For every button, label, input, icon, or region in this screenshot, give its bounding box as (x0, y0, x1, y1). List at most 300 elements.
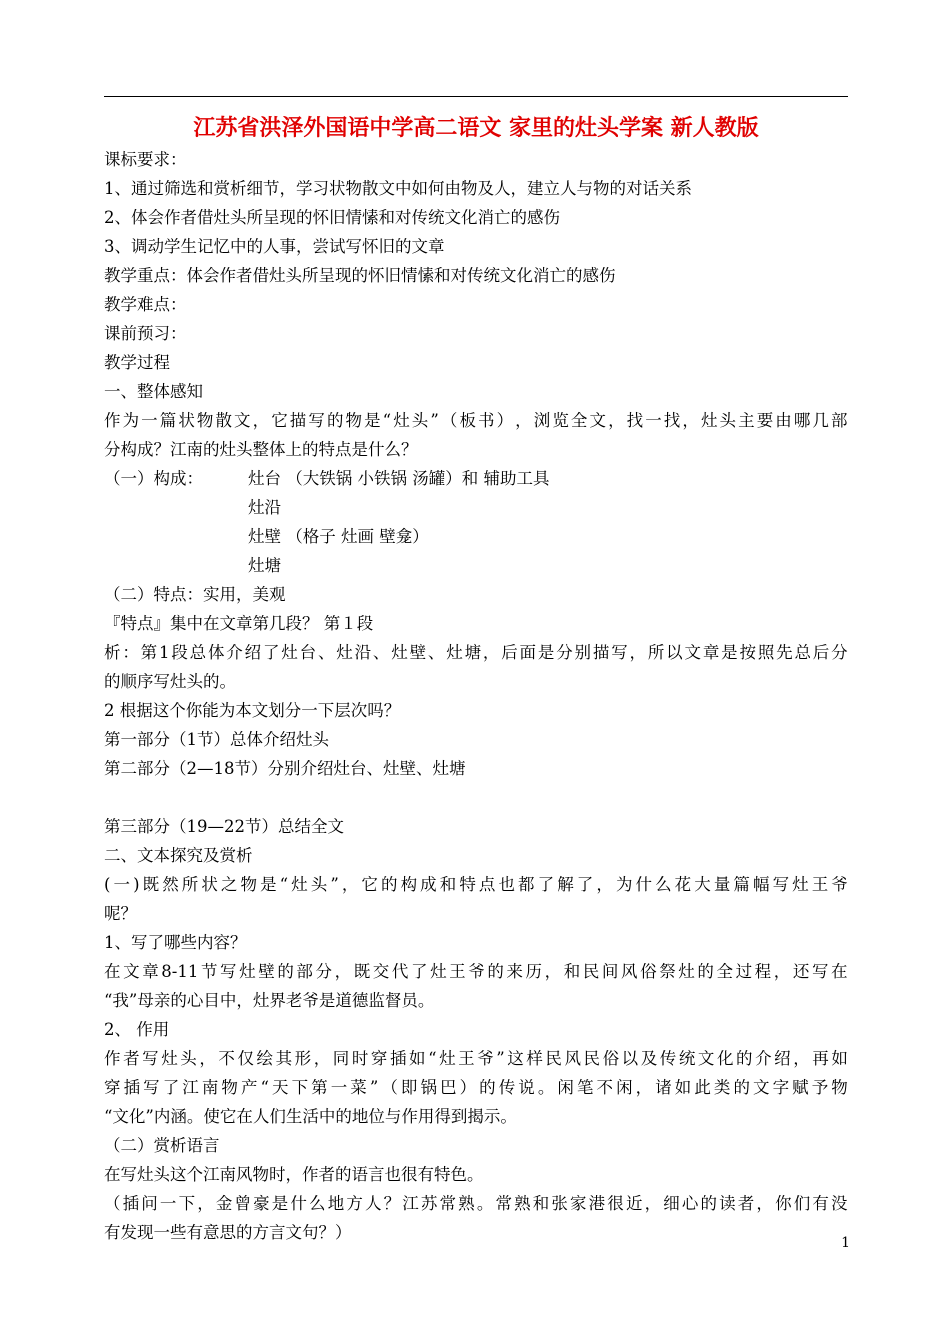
text-line: 课前预习： (104, 324, 187, 343)
text-char: 物 (196, 411, 214, 430)
text-char: 文 (234, 411, 251, 430)
text-char: 们 (793, 1194, 811, 1213)
text-char: 绘 (256, 1049, 273, 1068)
text-char: “ (382, 411, 392, 430)
text-char: 和 (532, 1194, 550, 1213)
text-char: 沿 (354, 643, 372, 662)
text-char: ， (252, 411, 270, 430)
text-char: 是 (364, 411, 381, 430)
text-line: 教学重点：体会作者借灶头所呈现的怀旧情愫和对传统文化消亡的感伤 (104, 266, 616, 285)
text-char: 闲 (557, 1078, 574, 1097)
text-char: 找 (626, 411, 644, 430)
text-char: 它 (361, 875, 378, 894)
text-char: 灶 (291, 875, 308, 894)
text-char: ” (496, 1049, 505, 1068)
text-char: 爷 (831, 875, 848, 894)
text-char: 的 (736, 1049, 753, 1068)
text-char: ， (644, 1194, 662, 1213)
text-char: 苏 (420, 1194, 438, 1213)
text-char: 物 (345, 411, 363, 430)
text-char: ： (122, 643, 139, 662)
text-char: 分 (556, 643, 573, 662)
text-char: 不 (596, 1078, 613, 1097)
text-char: 交 (372, 962, 390, 981)
text-char: 文 (123, 962, 140, 981)
composition-item: 灶壁 （格子 灶画 壁龛） (248, 527, 429, 546)
text-char: 者 (123, 1049, 140, 1068)
text-char: 特 (459, 875, 476, 894)
text-char: ， (682, 411, 699, 430)
text-char: 俗 (640, 962, 657, 981)
text-char: 灶 (792, 875, 809, 894)
text-line: “文化”内涵。使它在人们生活中的地位与作用得到揭示。 (104, 1107, 517, 1126)
text-char: 笔 (576, 1078, 594, 1097)
text-char: 书 (478, 411, 495, 430)
text-char: 、 (427, 643, 445, 662)
text-char: 绍 (774, 1049, 791, 1068)
text-char: 写 (142, 1049, 159, 1068)
text-char: 节 (200, 962, 218, 981)
text-char: 读 (719, 1194, 736, 1213)
text-char: 菜 (350, 1078, 367, 1097)
text-char: 章 (142, 962, 159, 981)
text-char: 篇 (733, 875, 750, 894)
text-char: ” (430, 411, 439, 430)
text-char: 文 (753, 1078, 770, 1097)
text-char: 1 (158, 643, 170, 662)
text-char: ， (756, 1194, 773, 1213)
text-line: 2、体会作者借灶头所呈现的怀旧情愫和对传统文化消亡的感伤 (104, 208, 560, 227)
text-char: 的 (277, 962, 294, 981)
text-line: 有发现一些有意思的方言文句？） (104, 1223, 352, 1242)
text-char: 物 (240, 875, 257, 894)
text-char: 仅 (237, 1049, 254, 1068)
text-char: 有 (812, 1194, 829, 1213)
text-char: 诸 (655, 1078, 672, 1097)
text-char: 头 (411, 411, 429, 430)
text-char: 主 (738, 411, 755, 430)
text-line: 第三部分（19—22节）总结全文 (104, 817, 344, 836)
text-char: ， (313, 1049, 331, 1068)
text-char: 间 (601, 962, 619, 981)
text-char: 8-11 (161, 962, 199, 981)
text-char: “ (428, 1049, 437, 1068)
text-char: 全 (716, 962, 733, 981)
text-char: ” (330, 875, 339, 894)
text-char: 浏 (533, 411, 551, 430)
text-char: 的 (733, 1078, 750, 1097)
text-char: ， (334, 962, 352, 981)
text-line: 第二部分（2—18节）分别介绍灶台、灶壁、灶塘 (104, 759, 466, 778)
text-char: 第 (311, 1078, 328, 1097)
text-char: 俗 (602, 1049, 620, 1068)
text-char: 量 (713, 875, 731, 894)
text-line: （二）赏析语言 (104, 1136, 220, 1155)
text-char: ( (104, 875, 111, 894)
text-char: 灶 (439, 1049, 456, 1068)
justified-line (104, 957, 848, 986)
text-char: 不 (218, 1049, 235, 1068)
document-title: 江苏省洪泽外国语中学高二语文 家里的灶头学案 新人教版 (193, 116, 759, 141)
text-char: 历 (525, 962, 543, 981)
text-char: 它 (271, 411, 288, 430)
text-char: 爷 (477, 1049, 494, 1068)
text-char: 分 (831, 643, 848, 662)
text-char: 者 (737, 1194, 755, 1213)
text-char: 过 (735, 962, 753, 981)
text-char: 板 (459, 411, 476, 430)
text-line: 2 根据这个你能为本文划分一下层次吗？ (104, 701, 401, 720)
text-char: 的 (487, 962, 504, 981)
text-char: ， (544, 962, 562, 981)
text-char: 头 (719, 411, 737, 430)
text-char: 风 (621, 962, 638, 981)
text-char: 这 (507, 1049, 524, 1068)
text-char: 民 (582, 962, 600, 981)
text-line: 3、调动学生记忆中的人事，尝试写怀旧的文章 (104, 237, 445, 256)
text-char: 览 (552, 411, 569, 430)
text-char: 传 (498, 1078, 516, 1097)
text-char: 所 (181, 875, 199, 894)
text-char: 既 (353, 962, 371, 981)
text-line: 分构成？江南的灶头整体上的特点是什么？ (104, 440, 418, 459)
text-char: 再 (812, 1049, 829, 1068)
text-char: 插 (123, 1078, 141, 1097)
text-char: 了 (576, 875, 594, 894)
text-char: 了 (162, 1078, 180, 1097)
text-char: 后 (812, 643, 830, 662)
text-char: 了 (537, 875, 555, 894)
text-char: 灶 (336, 643, 353, 662)
text-char: 照 (757, 643, 775, 662)
text-line: 1、写了哪些内容？ (104, 933, 247, 952)
text-char: 然 (162, 875, 179, 894)
text-char: 港 (588, 1194, 606, 1213)
text-char: 很 (607, 1194, 624, 1213)
text-char: ， (199, 1049, 216, 1068)
text-char: 南 (201, 1078, 219, 1097)
text-char: 文 (697, 1049, 715, 1068)
text-char: 作 (104, 411, 121, 430)
justified-line (104, 1189, 848, 1218)
text-char: 形 (294, 1049, 312, 1068)
justified-line (104, 870, 848, 899)
text-char: 状 (201, 875, 218, 894)
text-char: 灶 (393, 411, 410, 430)
text-char: 问 (141, 1194, 158, 1213)
text-char: 灶 (239, 962, 256, 981)
text-char: 灶 (446, 643, 463, 662)
text-char: 曾 (234, 1194, 251, 1213)
text-char: 析 (104, 643, 121, 662)
text-line: 教学难点： (104, 295, 187, 314)
text-char: 熟 (458, 1194, 475, 1213)
text-char: 的 (326, 411, 344, 430)
text-char: 一 (113, 875, 131, 894)
text-char: 写 (611, 643, 628, 662)
text-line: 在写灶头这个江南风物时，作者的语言也很有特色。 (104, 1165, 484, 1184)
text-char: 壁 (409, 643, 427, 662)
text-char: 天 (272, 1078, 289, 1097)
text-char: 、 (317, 643, 335, 662)
text-char: 还 (792, 962, 810, 981)
text-char: 写 (811, 962, 829, 981)
text-char: 头 (180, 1049, 197, 1068)
text-line: 二、文本探究及赏析 (104, 846, 253, 865)
text-char: 之 (220, 875, 238, 894)
text-char: 构 (400, 875, 418, 894)
text-char: 几 (812, 411, 829, 430)
text-char: 部 (831, 411, 848, 430)
text-char: ） (459, 1078, 477, 1097)
text-char: ， (197, 1194, 214, 1213)
text-char: ） (496, 411, 514, 430)
text-char: 以 (666, 643, 683, 662)
text-char: 为 (122, 411, 140, 430)
text-char: 常 (439, 1194, 457, 1213)
text-char: 章 (702, 643, 720, 662)
text-char: 人 (364, 1194, 382, 1213)
text-char: 写 (220, 962, 237, 981)
text-char: 灶 (700, 411, 718, 430)
text-line: 第一部分（1节）总体介绍灶头 (104, 730, 329, 749)
text-char: 赋 (792, 1078, 809, 1097)
text-char: 锅 (420, 1078, 437, 1097)
text-char: 所 (647, 643, 665, 662)
text-char: 后 (501, 643, 518, 662)
text-char: 一 (645, 411, 662, 430)
text-char: 如 (409, 1049, 426, 1068)
text-char: 及 (640, 1049, 658, 1068)
text-char: 其 (275, 1049, 293, 1068)
text-char: 王 (811, 875, 829, 894)
text-char: 是 (721, 643, 738, 662)
text-char: 别 (574, 643, 592, 662)
text-char: 风 (564, 1049, 581, 1068)
text-char: 细 (663, 1194, 680, 1213)
text-char: 即 (400, 1078, 418, 1097)
text-line: 2、 作用 (104, 1020, 170, 1039)
text-char: 。 (476, 1194, 494, 1213)
text-char: 按 (739, 643, 756, 662)
text-char: 豪 (253, 1194, 270, 1213)
text-char: 也 (498, 875, 515, 894)
text-char: ， (515, 411, 532, 430)
text-char: 介 (755, 1049, 772, 1068)
text-char: 花 (674, 875, 692, 894)
text-char: 、 (372, 643, 390, 662)
text-char: 了 (410, 962, 428, 981)
text-char: 和 (439, 875, 457, 894)
composition-item: 灶沿 (248, 498, 281, 517)
text-char: 民 (583, 1049, 600, 1068)
text-line: 『特点』集中在文章第几段？ 第１段 (104, 614, 374, 633)
text-char: 是 (537, 643, 555, 662)
text-char: 解 (557, 875, 574, 894)
text-char: 熟 (514, 1194, 531, 1213)
text-char: 么 (309, 1194, 326, 1213)
text-line: 呢？ (104, 904, 137, 923)
text-char: 你 (775, 1194, 792, 1213)
text-char: 的 (381, 875, 398, 894)
text-char: 绍 (244, 643, 262, 662)
text-char: 来 (506, 962, 523, 981)
composition-row (104, 464, 848, 493)
text-char: 产 (240, 1078, 258, 1097)
text-char: 要 (756, 411, 774, 430)
text-char: 穿 (104, 1078, 121, 1097)
page-number: 1 (841, 1235, 850, 1251)
text-char: 既 (142, 875, 160, 894)
text-char: 面 (519, 643, 537, 662)
text-char: ” (369, 1078, 379, 1097)
text-char: ， (793, 1049, 810, 1068)
text-char: 第 (140, 643, 158, 662)
text-char: （ (381, 1078, 398, 1097)
text-char: 写 (772, 875, 790, 894)
text-char: 如 (674, 1078, 692, 1097)
text-line: 一、整体感知 (104, 382, 203, 401)
text-char: 在 (831, 962, 848, 981)
text-char: 爷 (468, 962, 485, 981)
text-line: （二）特点：实用，美观 (104, 585, 286, 604)
justified-line (104, 1044, 848, 1073)
text-char: 张 (551, 1194, 568, 1213)
text-line: “我”母亲的心目中，灶界老爷是道德监督员。 (104, 991, 435, 1010)
text-char: 壁 (258, 962, 275, 981)
text-char: 字 (772, 1078, 790, 1097)
blank-line (104, 783, 848, 812)
text-char: 台 (299, 643, 317, 662)
text-char: “ (279, 875, 289, 894)
text-char: 体 (207, 643, 225, 662)
text-char: 一 (159, 1194, 177, 1213)
text-char: 和 (563, 962, 581, 981)
text-char: 大 (694, 875, 711, 894)
text-char: 程 (754, 962, 772, 981)
text-char: 是 (271, 1194, 289, 1213)
text-char: 民 (545, 1049, 562, 1068)
text-char: 常 (495, 1194, 512, 1213)
text-char: 描 (592, 643, 610, 662)
text-line: 教学过程 (104, 353, 170, 372)
text-char: ， (773, 962, 791, 981)
text-char: 在 (104, 962, 121, 981)
text-char: 祭 (659, 962, 676, 981)
text-char: 地 (327, 1194, 345, 1213)
text-char: 介 (226, 643, 243, 662)
text-char: 为 (615, 875, 633, 894)
text-char: 同 (332, 1049, 350, 1068)
text-char: 头 (310, 875, 328, 894)
document-body (104, 145, 848, 1247)
text-char: 总 (794, 643, 811, 662)
text-char: （ (440, 411, 458, 430)
text-char: 作 (104, 1049, 121, 1068)
text-char: ， (608, 411, 625, 430)
text-char: 由 (775, 411, 792, 430)
text-char: 写 (308, 411, 325, 430)
text-char: 幅 (752, 875, 770, 894)
text-char: 什 (635, 875, 653, 894)
text-char: 写 (143, 1078, 160, 1097)
text-char: 物 (831, 1078, 848, 1097)
text-char: 状 (178, 411, 195, 430)
text-char: 江 (402, 1194, 419, 1213)
text-char: 没 (830, 1194, 848, 1213)
text-char: 样 (526, 1049, 543, 1068)
text-char: 先 (776, 643, 793, 662)
composition-label: （一）构成： (104, 469, 203, 488)
text-char: ， (482, 643, 500, 662)
text-char: 物 (221, 1078, 238, 1097)
text-char: 传 (659, 1049, 677, 1068)
text-char: 近 (625, 1194, 643, 1213)
text-char: 灶 (281, 643, 298, 662)
text-char: 部 (296, 962, 313, 981)
text-char: 时 (351, 1049, 369, 1068)
text-char: 哪 (793, 411, 811, 430)
text-char: 闲 (616, 1078, 633, 1097)
text-char: ， (596, 875, 613, 894)
text-char: 心 (681, 1194, 699, 1213)
text-char: 化 (716, 1049, 734, 1068)
text-char: 文 (589, 411, 606, 430)
text-char: 灶 (391, 643, 408, 662)
composition-item: 灶塘 (248, 556, 281, 575)
text-line: 课标要求： (104, 150, 187, 169)
text-char: 分 (315, 962, 333, 981)
text-char: 的 (479, 1078, 496, 1097)
text-char: 方 (346, 1194, 363, 1213)
text-char: 穿 (370, 1049, 388, 1068)
text-char: 类 (713, 1078, 731, 1097)
text-char: 插 (122, 1194, 140, 1213)
text-char: 灶 (161, 1049, 178, 1068)
text-char: 篇 (159, 411, 177, 430)
text-char: 江 (182, 1078, 199, 1097)
text-char: ) (133, 875, 140, 894)
text-char: 全 (570, 411, 588, 430)
text-char: ？ (383, 1194, 401, 1213)
text-char: 代 (391, 962, 409, 981)
text-char: 塘 (464, 643, 482, 662)
text-char: 成 (420, 875, 437, 894)
text-char: 予 (811, 1078, 829, 1097)
text-char: 都 (518, 875, 535, 894)
text-char: 插 (389, 1049, 407, 1068)
text-char: ， (341, 875, 359, 894)
text-char: 灶 (430, 962, 447, 981)
text-char: 下 (178, 1194, 196, 1213)
text-char: 金 (215, 1194, 233, 1213)
text-char: 灶 (678, 962, 695, 981)
text-char: 了 (262, 643, 280, 662)
text-char: 王 (458, 1049, 475, 1068)
text-char: 如 (831, 1049, 848, 1068)
text-char: 描 (289, 411, 307, 430)
text-line: 的顺序写灶头的。 (104, 672, 236, 691)
text-char: 散 (215, 411, 232, 430)
text-char: 巴 (440, 1078, 457, 1097)
justified-line (104, 638, 848, 667)
text-char: 统 (678, 1049, 696, 1068)
text-char: （ (104, 1194, 121, 1213)
text-char: 找 (663, 411, 681, 430)
header-rule (104, 96, 848, 97)
text-char: 的 (700, 1194, 717, 1213)
text-char: 家 (570, 1194, 587, 1213)
